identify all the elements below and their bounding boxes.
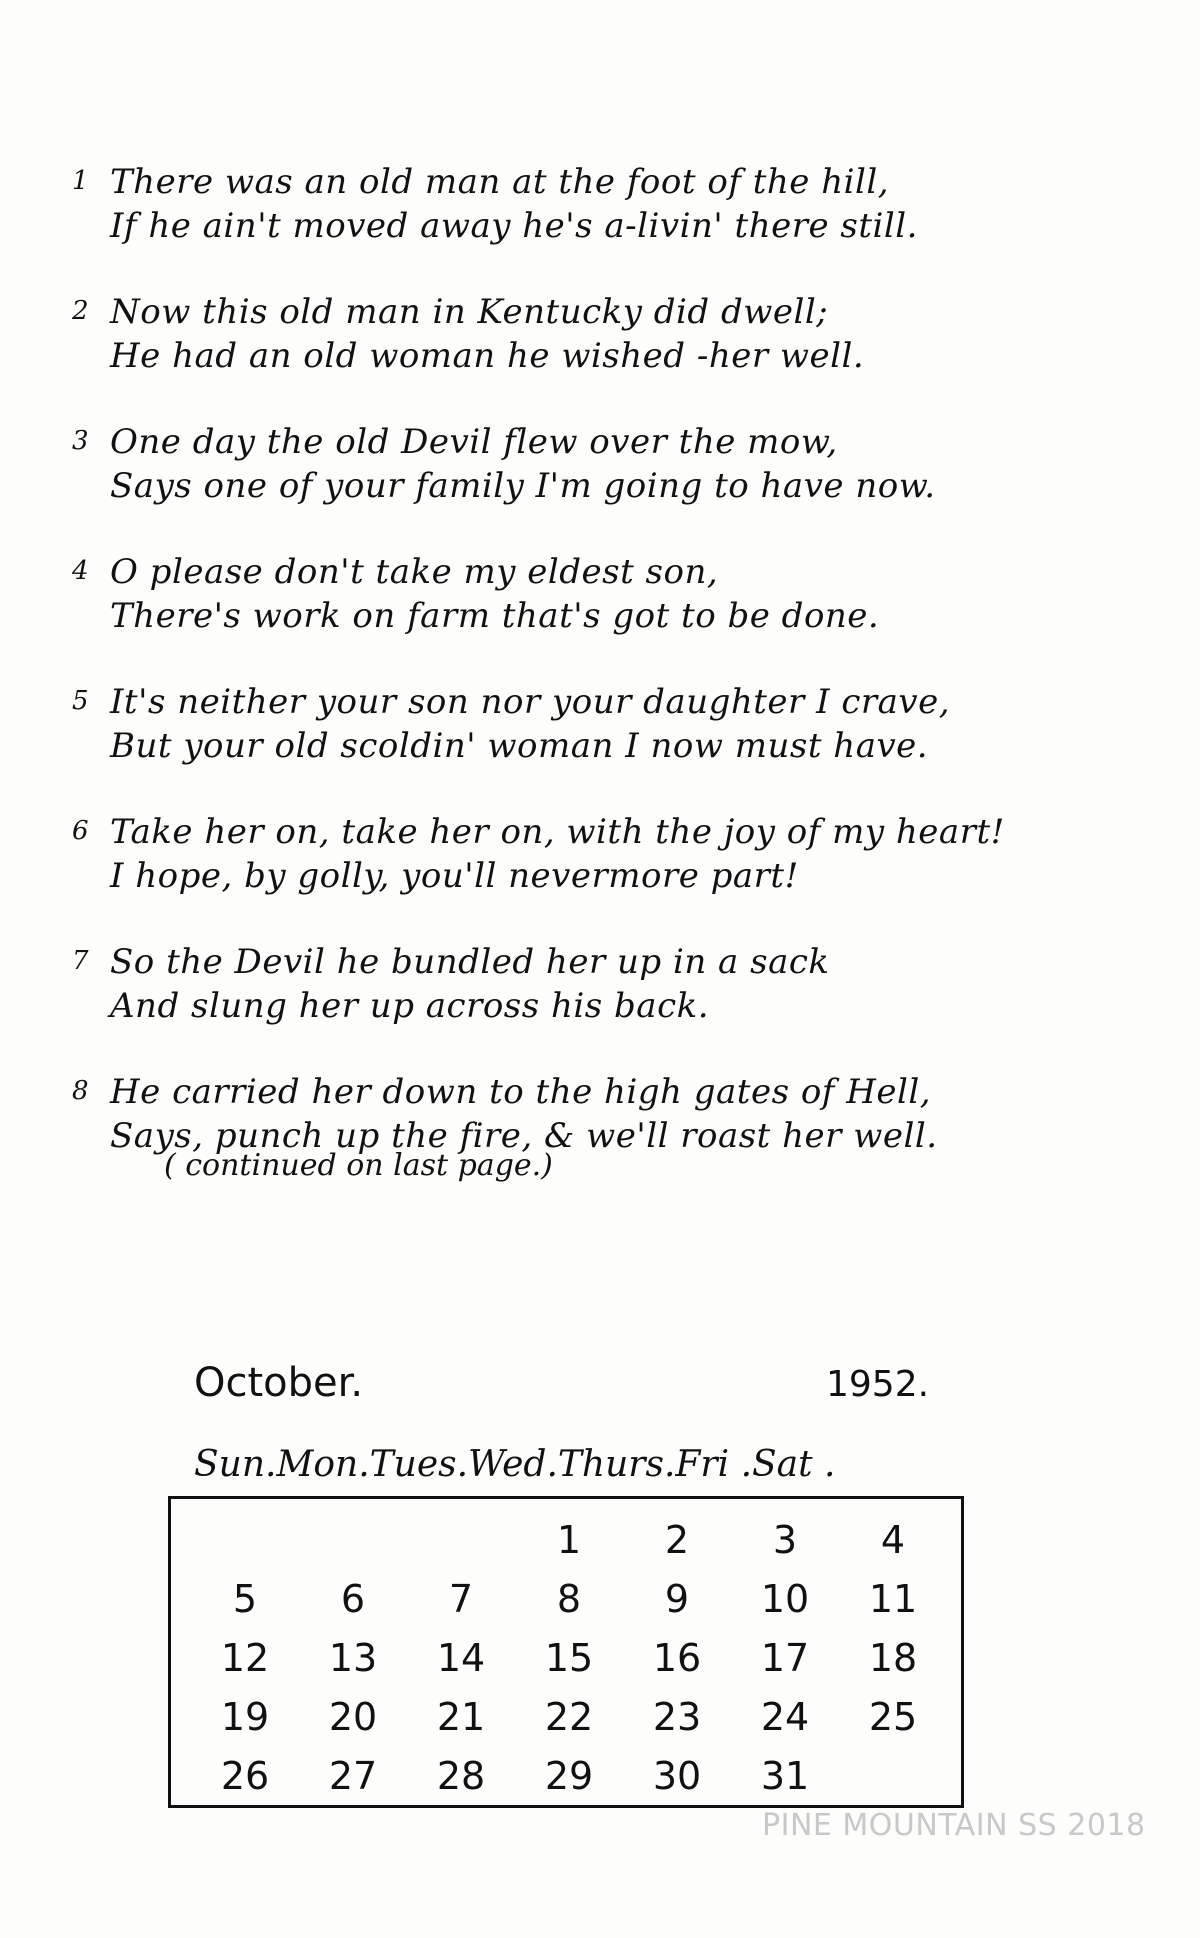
verse	[72, 810, 1112, 898]
calendar-day: 4	[880, 1518, 906, 1562]
calendar-day: 30	[652, 1754, 702, 1798]
calendar-day: 11	[868, 1577, 918, 1621]
verse-number: 4	[72, 556, 89, 586]
calendar-day: 14	[436, 1636, 486, 1680]
calendar-day: 25	[868, 1695, 918, 1739]
calendar-day: 20	[328, 1695, 378, 1739]
calendar-day: 7	[448, 1577, 474, 1621]
calendar-year: 1952.	[826, 1364, 930, 1405]
verse-line: Says one of your family I'm going to have now.	[110, 466, 936, 506]
calendar-day: 27	[328, 1754, 378, 1798]
calendar-day: 15	[544, 1636, 594, 1680]
calendar-month: October.	[194, 1360, 364, 1406]
verse-line: Says, punch up the fire, & we'll roast her well.	[110, 1116, 938, 1156]
verse-line: One day the old Devil flew over the mow,	[110, 422, 838, 462]
calendar-day: 10	[760, 1577, 810, 1621]
calendar-day: 24	[760, 1695, 810, 1739]
verse-line: O please don't take my eldest son,	[110, 552, 719, 592]
calendar-day: 5	[232, 1577, 258, 1621]
calendar-day: 21	[436, 1695, 486, 1739]
verse	[72, 420, 1112, 508]
calendar-day: 8	[556, 1577, 582, 1621]
verse-line: Take her on, take her on, with the joy of my heart!	[110, 812, 1005, 852]
verse-line: So the Devil he bundled her up in a sack	[110, 942, 830, 982]
continued-note: ( continued on last page.)	[164, 1148, 553, 1183]
watermark: PINE MOUNTAIN SS 2018	[762, 1808, 1146, 1843]
calendar-day: 29	[544, 1754, 594, 1798]
calendar-day: 23	[652, 1695, 702, 1739]
verse-number: 6	[72, 816, 89, 846]
verse-number: 8	[72, 1076, 89, 1106]
calendar-day: 9	[664, 1577, 690, 1621]
verse-number: 2	[72, 296, 89, 326]
verse	[72, 160, 1112, 248]
verse-number: 5	[72, 686, 89, 716]
verse	[72, 940, 1112, 1028]
calendar-day: 2	[664, 1518, 690, 1562]
calendar-day: 1	[556, 1518, 582, 1562]
verse-number: 7	[72, 946, 89, 976]
calendar-day: 31	[760, 1754, 810, 1798]
calendar-day: 17	[760, 1636, 810, 1680]
verse-number: 3	[72, 426, 89, 456]
verse	[72, 550, 1112, 638]
verse	[72, 1070, 1112, 1158]
calendar-day	[191, 1511, 299, 1570]
verse-line: But your old scoldin' woman I now must have.	[110, 726, 929, 766]
calendar-day: 3	[772, 1518, 798, 1562]
verse-line: And slung her up across his back.	[110, 986, 710, 1026]
verse-line: He carried her down to the high gates of Hell,	[110, 1072, 932, 1112]
calendar-day: 28	[436, 1754, 486, 1798]
calendar-day	[299, 1511, 407, 1570]
verse-line: I hope, by golly, you'll nevermore part!	[110, 856, 799, 896]
verse-line: It's neither your son nor your daughter I crave,	[110, 682, 951, 722]
calendar-weekday-header: Sun.Mon.Tues.Wed.Thurs.Fri .Sat .	[194, 1444, 836, 1485]
calendar-day: 19	[220, 1695, 270, 1739]
verse-line: Now this old man in Kentucky did dwell;	[110, 292, 829, 332]
calendar-day: 6	[340, 1577, 366, 1621]
verse-number: 1	[72, 166, 89, 196]
calendar-day: 18	[868, 1636, 918, 1680]
verse-line: He had an old woman he wished -her well.	[110, 336, 865, 376]
calendar-grid	[191, 1511, 951, 1806]
verse	[72, 290, 1112, 378]
verse	[72, 680, 1112, 768]
calendar-day: 13	[328, 1636, 378, 1680]
calendar-day: 22	[544, 1695, 594, 1739]
verse-line: If he ain't moved away he's a-livin' there still.	[110, 206, 918, 246]
calendar-day: 12	[220, 1636, 270, 1680]
verse-line: There's work on farm that's got to be done.	[110, 596, 880, 636]
calendar-day: 16	[652, 1636, 702, 1680]
verse-line: There was an old man at the foot of the hill,	[110, 162, 890, 202]
calendar-day	[407, 1511, 515, 1570]
calendar-day	[839, 1747, 947, 1806]
song-verses	[72, 160, 1112, 1200]
calendar-grid-box	[168, 1496, 964, 1808]
calendar-day: 26	[220, 1754, 270, 1798]
